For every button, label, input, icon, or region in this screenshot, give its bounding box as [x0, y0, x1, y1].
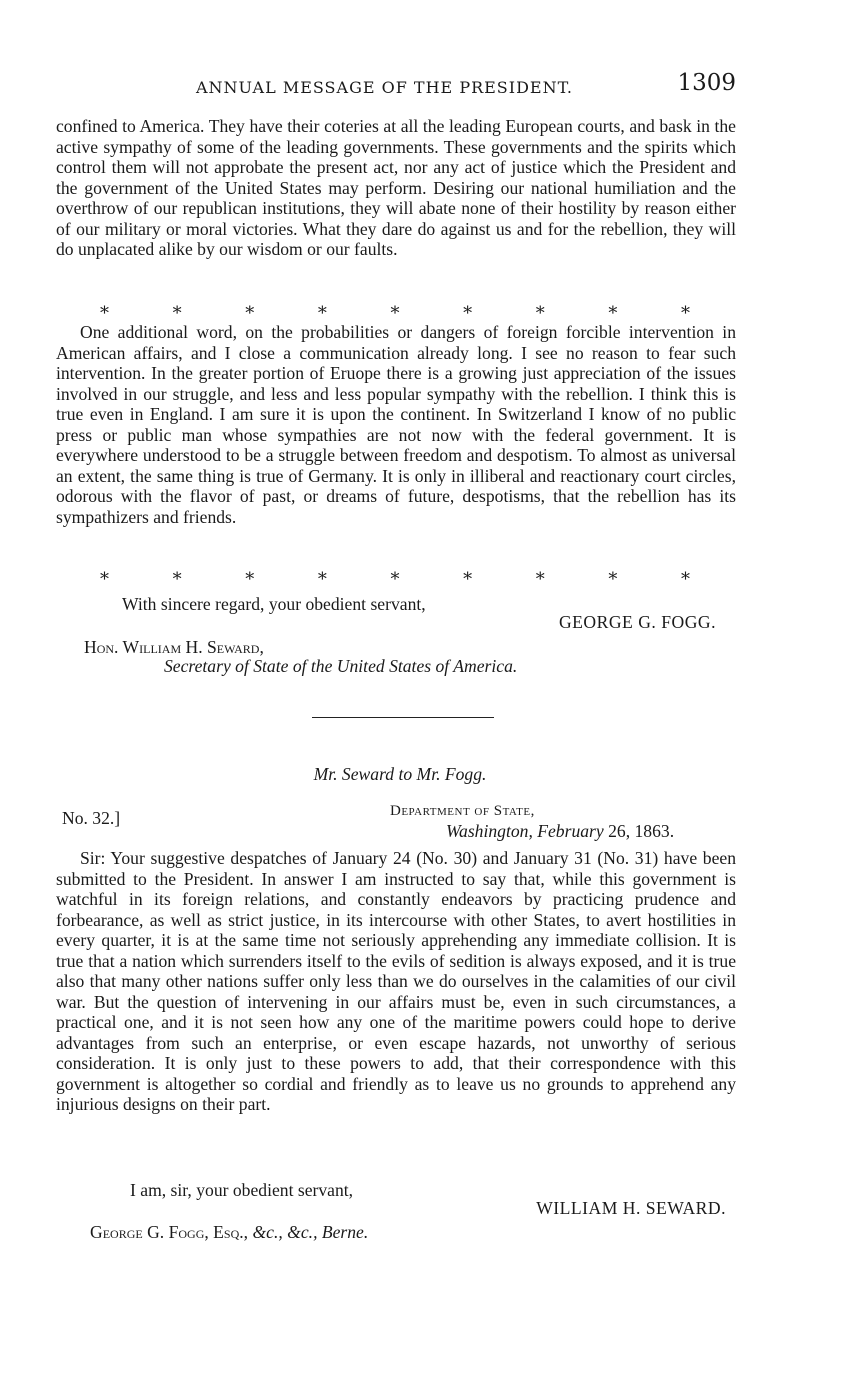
letter1-paragraph2-block: [56, 322, 736, 527]
ellipsis-star: *: [172, 303, 182, 324]
letter2-signature: WILLIAM H. SEWARD.: [536, 1198, 726, 1218]
ellipsis-star: *: [608, 303, 618, 324]
letter1-addressee-name: Hon. William H. Seward,: [84, 637, 264, 657]
page-number: 1309: [677, 70, 736, 96]
ellipsis-star: *: [681, 569, 690, 590]
letter2-dateline: [446, 821, 674, 842]
ellipsis-star: *: [463, 569, 473, 590]
section-divider: [312, 717, 494, 718]
ellipsis-star: *: [390, 303, 400, 324]
letter2-department: Department of State,: [390, 803, 535, 819]
letter2-number: No. 32.]: [62, 808, 121, 828]
ellipsis-star: *: [390, 569, 400, 590]
letter1-addressee-title: Secretary of State of the United States of America.: [164, 656, 518, 676]
letter2-heading: Mr. Seward to Mr. Fogg.: [313, 764, 487, 784]
ellipsis-star: *: [317, 569, 327, 590]
letter1-signature: GEORGE G. FOGG.: [558, 612, 716, 632]
ellipsis-star: *: [681, 303, 690, 324]
ellipsis-star: *: [463, 303, 473, 324]
letter2-addressee: [90, 1222, 368, 1243]
page-header: [56, 70, 736, 100]
ellipsis-star: *: [317, 303, 327, 324]
letter2-body: Sir: Your suggestive despatches of January 24 (No. 30) and January 31 (No. 31) have been submitted to the President. In answer I am instructed to say that, while this government is watchful in its foreign relations, and constantly endeavors by practicing prudence and forbearance, as well as strict justice, in its intercourse with other States, to avert hostilities in every quarter, it is at the same time not seriously apprehending any immediate collision. It is true that a nation which surrenders itself to the evils of sedition is always exposed, and it is true also that many other nations suffer only less than we do ourselves in the calamities of our civil war. But the question of intervening in our affairs must be, even in such circumstances, a practical one, and it is not seen how any one of the maritime powers could hope to derive advantages from such an enterprise, or even escape hazards, not unworthy of serious consideration. It is only just to these powers to add, that their correspondence with this government is altogether so cordial and friendly as to leave us no grounds to apprehend any injurious designs on their part.: [56, 848, 736, 1114]
ellipsis-star: *: [535, 303, 545, 324]
ellipsis-star: *: [245, 303, 255, 324]
ellipsis-star: *: [608, 569, 618, 590]
letter2-body-block: [56, 848, 736, 1115]
ellipsis-star: *: [245, 569, 255, 590]
letter1-paragraph2: One additional word, on the probabilities or dangers of foreign forcible intervention in American affairs, and I close a communication already long. I see no reason to fear such intervention. In the greater portion of Eruope there is a growing just appreciation of the issues involved in our struggle, and less and less popular sympathy with the rebellion. I think this is true even in England. I am sure it is upon the continent. In Switzerland I know of no public press or public man whose sympathies are not now with the federal government. It is everywhere understood to be a struggle between freedom and despotism. To almost as universal an extent, the same thing is true of Germany. It is only in illiberal and reactionary court circles, odorous with the flavor of past, or dreams of future, despotisms, that the rebellion has its sympathizers and friends.: [56, 322, 736, 527]
ellipsis-star: *: [100, 569, 109, 590]
running-head: ANNUAL MESSAGE OF THE PRESIDENT.: [196, 78, 573, 97]
ellipsis-star: *: [100, 303, 109, 324]
ellipsis-stars-2: [100, 569, 690, 590]
letter2-closing: I am, sir, your obedient servant,: [130, 1180, 354, 1200]
ellipsis-stars-1: [100, 303, 690, 324]
letter1-paragraph1-block: [56, 116, 736, 260]
letter2-addressee-name: George G. Fogg, Esq.,: [90, 1222, 249, 1242]
letter2-addressee-rest: &c., &c., Berne.: [252, 1222, 369, 1242]
letter1-paragraph1: confined to America. They have their coteries at all the leading European courts, and bask in the active sympathy of some of the leading governments. These governments and the spirits which control them will not approbate the present act, nor any act of justice which the President and the government of the United States may perform. Desiring our national humiliation and the overthrow of our republican institutions, they will abate none of their hostility by reason either of our military or moral victories. What they dare do against us and for the rebellion, they will do unplacated alike by our wisdom or our faults.: [56, 116, 736, 259]
letter2-date-place: Washington, February: [446, 821, 604, 841]
ellipsis-star: *: [535, 569, 545, 590]
letter1-closing: With sincere regard, your obedient servant,: [122, 594, 426, 614]
ellipsis-star: *: [172, 569, 182, 590]
letter2-date-rest: 26, 1863.: [608, 821, 675, 841]
